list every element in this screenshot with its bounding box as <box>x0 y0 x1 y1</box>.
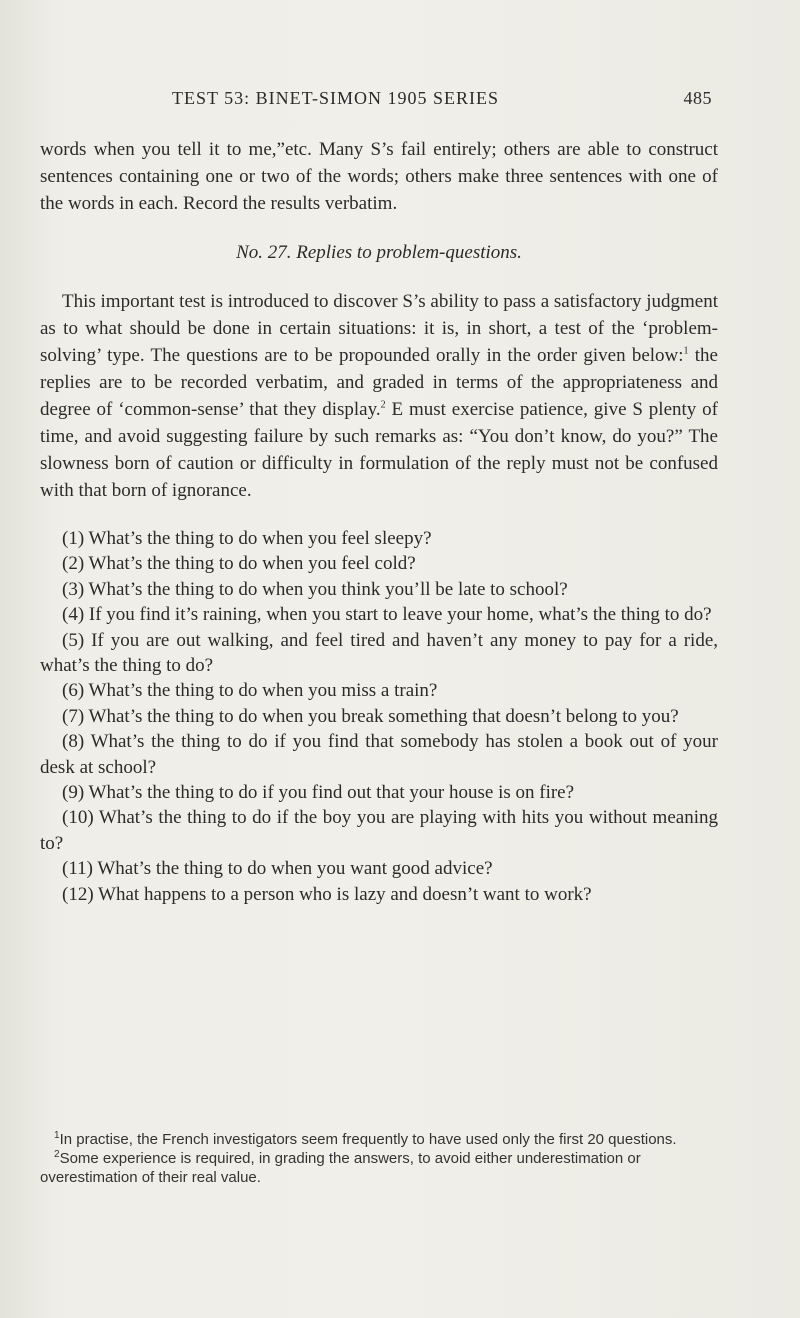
body-paragraph <box>40 288 718 504</box>
running-title: TEST 53: BINET-SIMON 1905 SERIES <box>172 88 500 108</box>
body-text-part1: This important test is introduced to discover S’s ability to pass a satisfactory judgment as to what should be done in certain situations: it is, in short, a test of the ‘problem-solving’ type. The questions are to be propounded orally in the order given below: <box>40 291 718 366</box>
question-item: (10) What’s the thing to do if the boy you are playing with hits you without meaning to? <box>40 807 718 854</box>
question-item: (2) What’s the thing to do when you feel cold? <box>62 553 416 575</box>
question-list <box>40 526 718 907</box>
question-item: (4) If you find it’s raining, when you start to leave your home, what’s the thing to do? <box>62 604 712 626</box>
body-text-part3: E must exercise patience, give S plenty of time, and avoid suggesting failure by such remarks as: “You don’t know, do you?” The slowness born of caution or difficulty in formulation of the reply must not be confused with that born of ignorance. <box>40 399 718 501</box>
question-item: (12) What happens to a person who is lazy and doesn’t want to work? <box>62 883 592 905</box>
page-number: 485 <box>683 88 712 108</box>
footnote-marker: 2 <box>54 1149 60 1160</box>
intro-paragraph: words when you tell it to me,”etc. Many S’s fail entirely; others are able to construct sentences containing one or two of the words; others make three sentences with one of the words in each. Record the results verbatim. <box>40 139 718 214</box>
section-title: No. 27. Replies to problem-questions. <box>236 242 522 263</box>
footnote-1 <box>40 1130 718 1149</box>
page-body <box>40 136 718 907</box>
question-item: (9) What’s the thing to do if you find out that your house is on fire? <box>62 782 575 804</box>
question-item: (5) If you are out walking, and feel tired and haven’t any money to pay for a ride, what’s the thing to do? <box>40 629 718 677</box>
footnotes <box>40 1130 718 1187</box>
question-item: (3) What’s the thing to do when you think you’ll be late to school? <box>62 578 568 600</box>
footnote-marker: 1 <box>54 1130 60 1141</box>
question-item: (6) What’s the thing to do when you miss a train? <box>62 680 438 702</box>
footnote-ref-2[interactable]: 2 <box>380 399 386 411</box>
footnote-2 <box>40 1149 718 1187</box>
footnote-text: In practise, the French investigators seem frequently to have used only the first 20 questions. <box>59 1131 677 1148</box>
footnote-ref-1[interactable]: 1 <box>683 345 689 357</box>
page-header <box>172 88 712 109</box>
question-item: (8) What’s the thing to do if you find that somebody has stolen a book out of your desk at school? <box>40 731 718 778</box>
body-text-part2: the replies are to be recorded verbatim, and graded in terms of the appropriateness and degree of ‘common-sense’ that they display. <box>40 345 718 420</box>
question-item: (7) What’s the thing to do when you break something that doesn’t belong to you? <box>62 705 679 727</box>
question-item: (11) What’s the thing to do when you want good advice? <box>62 858 493 880</box>
footnote-text: Some experience is required, in grading the answers, to avoid either underestimation or overestimation of their real value. <box>40 1150 641 1186</box>
question-item: (1) What’s the thing to do when you feel sleepy? <box>62 528 432 549</box>
